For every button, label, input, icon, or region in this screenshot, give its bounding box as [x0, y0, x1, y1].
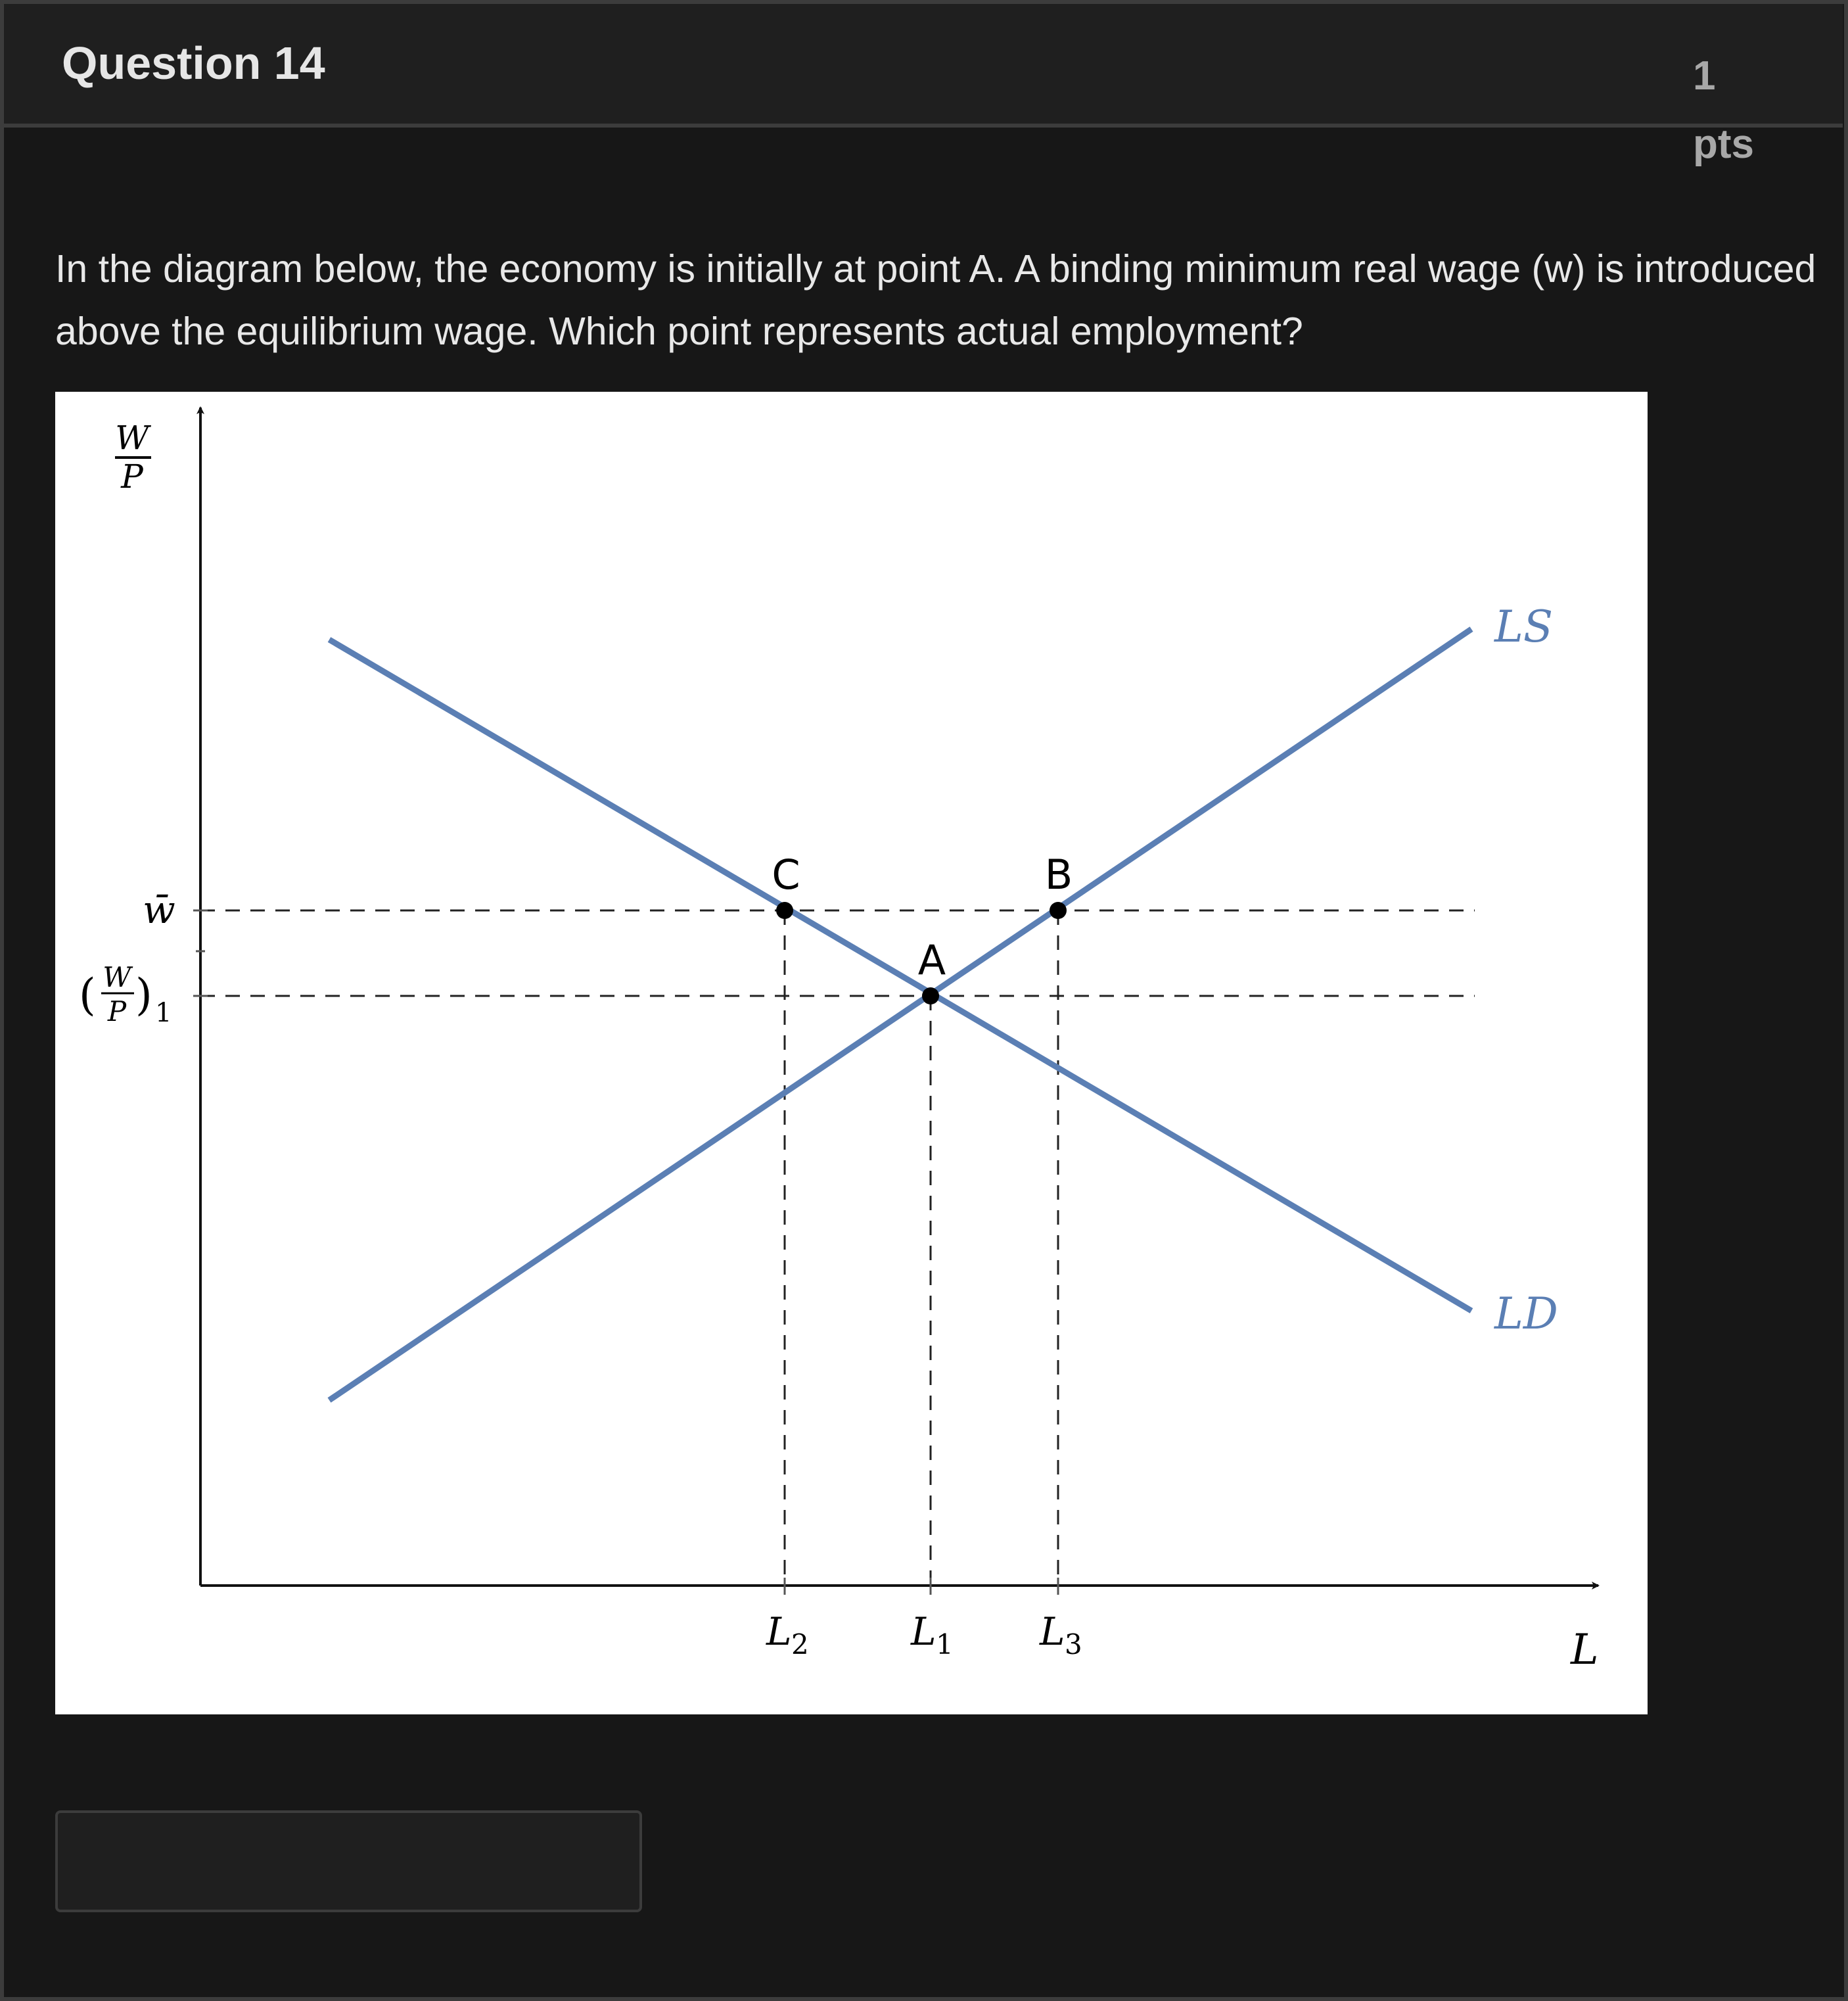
svg-text:2: 2	[791, 1628, 809, 1660]
labor-supply-curve	[329, 629, 1471, 1400]
min-wage-tick-label: w̄	[143, 887, 175, 932]
reference-lines	[200, 910, 1475, 1586]
x-tick-l1	[910, 1609, 954, 1660]
point-a-label: A	[917, 936, 946, 984]
answer-input[interactable]	[55, 1810, 642, 1912]
point-b-marker	[1050, 902, 1067, 919]
svg-text:P: P	[107, 995, 127, 1027]
points-label	[1693, 42, 1772, 179]
question-title: Question 14	[62, 37, 325, 89]
equilibrium-wage-tick-label	[79, 961, 172, 1028]
labor-market-diagram	[55, 392, 1648, 1714]
svg-text:L: L	[766, 1609, 792, 1654]
points-value: 1	[1693, 53, 1716, 99]
point-b-label: B	[1044, 851, 1073, 899]
point-a-marker	[922, 987, 939, 1004]
question-text: In the diagram below, the economy is initially at point A. A binding minimum real wage (w) is introduced above the equilibrium wage. Which point represents actual employment?	[55, 247, 1816, 353]
svg-text:W: W	[103, 961, 131, 993]
svg-text:(: (	[79, 970, 96, 1020]
svg-text:L: L	[911, 1609, 936, 1654]
x-tick-l3	[1039, 1609, 1082, 1660]
svg-text:1: 1	[936, 1628, 954, 1660]
y-axis-label-denominator: P	[121, 458, 143, 496]
diagram-svg	[55, 392, 1648, 1714]
labor-demand-curve	[329, 640, 1471, 1311]
svg-text:): )	[135, 970, 152, 1020]
y-axis-label-numerator: W	[115, 419, 149, 457]
point-c-label: C	[772, 851, 800, 899]
ls-curve-label: LS	[1494, 601, 1554, 652]
svg-text:3: 3	[1065, 1628, 1082, 1660]
x-tick-l2	[766, 1609, 809, 1660]
svg-text:L: L	[1040, 1609, 1065, 1654]
points-unit: pts	[1693, 122, 1754, 167]
point-c-marker	[776, 902, 793, 919]
question-header	[4, 4, 1843, 167]
ld-curve-label: LD	[1494, 1288, 1558, 1339]
svg-text:1: 1	[155, 998, 172, 1028]
x-axis-label: L	[1571, 1626, 1599, 1674]
y-axis-label	[115, 419, 151, 496]
